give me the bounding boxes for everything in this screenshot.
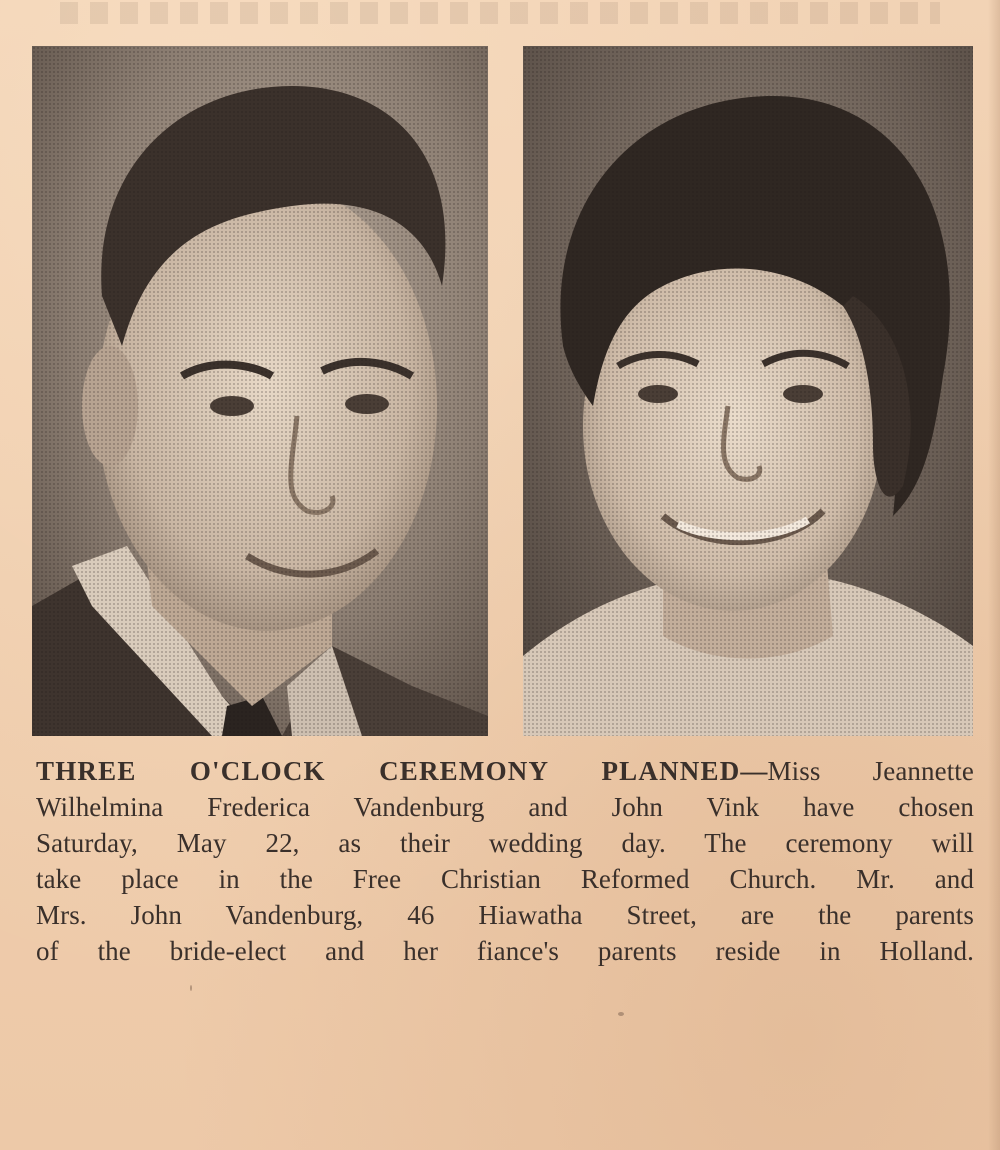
caption-line-5: Mrs. John Vandenburg, 46 Hiawatha Street, are the parents [36, 900, 974, 930]
caption-headline: THREE O'CLOCK CEREMONY PLANNED [36, 756, 741, 786]
paper-speck [190, 985, 192, 991]
caption-dash: — [740, 756, 768, 786]
paper-edge [988, 0, 1000, 1150]
wedding-announcement-caption [36, 753, 974, 969]
caption-line-2: Wilhelmina Frederica Vandenburg and John Vink have chosen [36, 792, 974, 822]
caption-line-3: Saturday, May 22, as their wedding day. The ceremony will [36, 828, 974, 858]
groom-portrait-image [32, 46, 488, 736]
caption-line-6: of the bride-elect and her fiance's parents reside in Holland. [36, 936, 974, 966]
paper-speck [618, 1012, 624, 1016]
caption-line-4: take place in the Free Christian Reformed Church. Mr. and [36, 864, 974, 894]
caption-line-1 [36, 753, 974, 789]
bride-portrait-image [523, 46, 973, 736]
bleed-through-header [60, 2, 940, 24]
caption-line-1-text: Miss Jeannette [767, 756, 974, 786]
groom-photo [32, 46, 488, 736]
bride-photo [523, 46, 973, 736]
